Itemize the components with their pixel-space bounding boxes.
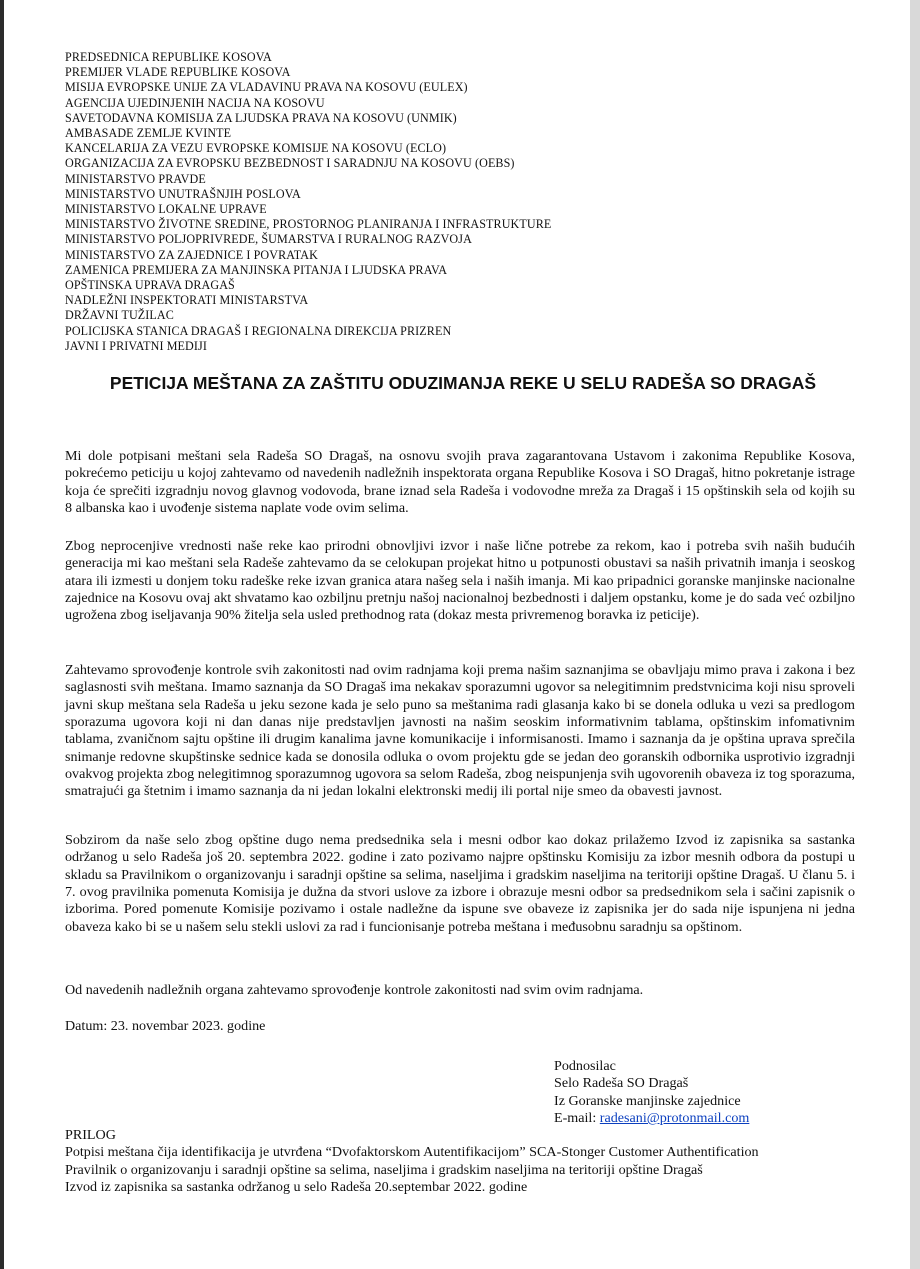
- recipient: AGENCIJA UJEDINJENIH NACIJA NA KOSOVU: [65, 95, 325, 110]
- paragraph-legality-control: Zahtevamo sprovođenje kontrole svih zakonitosti nad ovim radnjama koji prema našim saznanjima se obavljaju mimo prava i zakona i bez saglasnosti svih meštana. Imamo saznanja da SO Dragaš ima nekakav sporazumni ugovor sa nelegitimnim predstvnicima koji nisu sproveli javni skup meštana sela Radeša u jeku sezone kada je selo puno sa meštanima radi glasanja kako bi se donela odluka u vezi sa predlogom sporazuma ugovora koji ni dan danas nije predstavljen javnosti na našim seoskim informativnim tablama, opštinskim infomativnim tablama, zvaničnom sajtu opštine ili drugim kanalima javne komunikacije i informisanosti. Imamo i saznanja da je opština uprava sprečila snimanje redovne skupštinske sednice kada se donosila odluka o ovom projektu gde se jedan deo goranskih odbornika usprotivio izgradnji ovakvog projekta zbog nelegitimnog sporazumnog ugovora sa selom Radeša, zbog neispunjenja svih ugovorenih obaveza iz tog sporazuma, smatrajući ga štetnim i imamo saznanja da ni jedan lokalni elektronski medij ili portal nije smeo da obavesti javnost.: [65, 662, 855, 800]
- submitter-community: Iz Goranske manjinske zajednice: [554, 1092, 741, 1109]
- recipient: MINISTARSTVO ŽIVOTNE SREDINE, PROSTORNOG PLANIRANJA I INFRASTRUKTURE: [65, 217, 552, 232]
- attachment-item: Izvod iz zapisnika sa sastanka održanog u selo Radeša 20.septembar 2022. godine: [65, 1179, 528, 1196]
- recipient: SAVETODAVNA KOMISIJA ZA LJUDSKA PRAVA NA KOSOVU (UNMIK): [65, 110, 457, 125]
- recipient: ORGANIZACIJA ZA EVROPSKU BEZBEDNOST I SARADNJU NA KOSOVU (OEBS): [65, 156, 515, 171]
- attachments-heading: PRILOG: [65, 1127, 116, 1143]
- recipient: MINISTARSTVO PRAVDE: [65, 171, 206, 186]
- recipient: MINISTARSTVO ZA ZAJEDNICE I POVRATAK: [65, 247, 318, 262]
- document-title: PETICIJA MEŠTANA ZA ZAŠTITU ODUZIMANJA REKE U SELU RADEŠA SO DRAGAŠ: [109, 373, 817, 393]
- paragraph-river-value: Zbog neprocenjive vrednosti naše reke kao prirodni obnovljivi izvor i naše lične potrebe za rekom, kao i potreba svih naših budućih generacija mi kao meštani sela Radeše zahtevamo da se celokupan projekat hitno u potpunosti obustavi sa naših privatnih imanja i seoskog atara ili izmesti u donjem toku radeške reke izvan granica atara našeg sela i naših imanja. Mi kao pripadnici goranske manjinske nacionalne zajednice na Kosovu ovaj akt shvatamo kao ozbiljnu pretnju našoj nacionalnoj bezbednosti i daljem opstanku, kome je do sada već ozbiljno ugrožena zbog iseljavanja 90% žitelja sela usled prethodnog rata (dokaz mesta privremenog boravka iz peticije).: [65, 538, 855, 624]
- recipient: PREMIJER VLADE REPUBLIKE KOSOVA: [65, 65, 291, 80]
- recipient: NADLEŽNI INSPEKTORATI MINISTARSTVA: [65, 293, 309, 308]
- recipient: DRŽAVNI TUŽILAC: [65, 308, 174, 323]
- submitter-email-line: [554, 1110, 854, 1127]
- submitter-label: Podnosilac: [554, 1058, 616, 1074]
- signature-block: [554, 1058, 854, 1128]
- paragraph-intro: Mi dole potpisani meštani sela Radeša SO Dragaš, na osnovu svojih prava zagarantovana Ustavom i zakonima Republike Kosova, pokrećemo peticiju u kojoj zahtevamo od navedenih nadležnih inspektorata organa Republike Kosova i SO Dragaš, hitno pokretanje istrage koja će sprečiti izgradnju novog glavnog vodovoda, brane iznad sela Radeša i vodovodne mreža za Dragaš i 15 opštinskih sela od kojih su 8 albanska kao i uvođenje sistema naplate vode ovim selima.: [65, 448, 855, 517]
- attachment-item: Potpisi meštana čija identifikacija je utvrđena “Dvofaktorskom Autentifikacijom” SCA-Stonger Customer Authentification: [65, 1144, 759, 1161]
- recipient: PREDSEDNICA REPUBLIKE KOSOVA: [65, 50, 272, 64]
- recipient: ZAMENICA PREMIJERA ZA MANJINSKA PITANJA I LJUDSKA PRAVA: [65, 262, 448, 277]
- page-border-right: [910, 0, 920, 1269]
- email-link[interactable]: radesani@protonmail.com: [599, 1110, 750, 1127]
- recipient: MINISTARSTVO LOKALNE UPRAVE: [65, 202, 267, 217]
- recipient: KANCELARIJA ZA VEZU EVROPSKE KOMISIJE NA KOSOVU (ECLO): [65, 141, 447, 156]
- document-date: Datum: 23. novembar 2023. godine: [65, 1018, 266, 1034]
- paragraph-village-committee: Sobzirom da naše selo zbog opštine dugo nema predsednika sela i mesni odbor kao dokaz prilažemo Izvod iz zapisnika sa sastanka održanog u selo Radeša još 20. septembra 2022. godine i zato pozivamo najpre opštinsku Komisiju za izbor mesnih odbora da postupi u skladu sa Pravilnikom o organizovanju i saradnji opštine sa selima, naseljima i gradskim naseljima na teritoriji opštine Dragaš. U članu 5. i 7. ovog pravilnika pomenuta Komisija je dužna da stvori uslove za izbore i obrazuje mesni odbor sa predsednikom sela i sačini zapisnik o izborima. Pored pomenute Komisije pozivamo i ostale nadležne da ispune sve obaveze iz zapisnika jer do sada nije ispunjena ni jedna obaveza kako bi se u našem selu stekli uslovi za rad i funcionisanje potreba meštana i međusobnu saradnju sa opštinom.: [65, 832, 855, 935]
- recipient: JAVNI I PRIVATNI MEDIJI: [65, 338, 207, 353]
- submitter-village: Selo Radeša SO Dragaš: [554, 1075, 689, 1092]
- recipient: OPŠTINSKA UPRAVA DRAGAŠ: [65, 278, 235, 293]
- email-label: E-mail:: [554, 1110, 600, 1127]
- recipient: MINISTARSTVO POLJOPRIVREDE, ŠUMARSTVA I RURALNOG RAZVOJA: [65, 232, 472, 247]
- recipient: AMBASADE ZEMLJE KVINTE: [65, 126, 232, 141]
- attachment-item: Pravilnik o organizovanju i saradnji opštine sa selima, naseljima i gradskim naseljima na teritoriji opštine Dragaš: [65, 1161, 703, 1178]
- paragraph-demand: Od navedenih nadležnih organa zahtevamo sprovođenje kontrole zakonitosti nad svim ovim radnjama.: [65, 982, 644, 998]
- recipients-list: [65, 50, 825, 354]
- attachments-section: [65, 1127, 865, 1197]
- recipient: MISIJA EVROPSKE UNIJE ZA VLADAVINU PRAVA NA KOSOVU (EULEX): [65, 80, 468, 95]
- recipient: POLICIJSKA STANICA DRAGAŠ I REGIONALNA DIREKCIJA PRIZREN: [65, 323, 452, 338]
- recipient: MINISTARSTVO UNUTRAŠNJIH POSLOVA: [65, 186, 301, 201]
